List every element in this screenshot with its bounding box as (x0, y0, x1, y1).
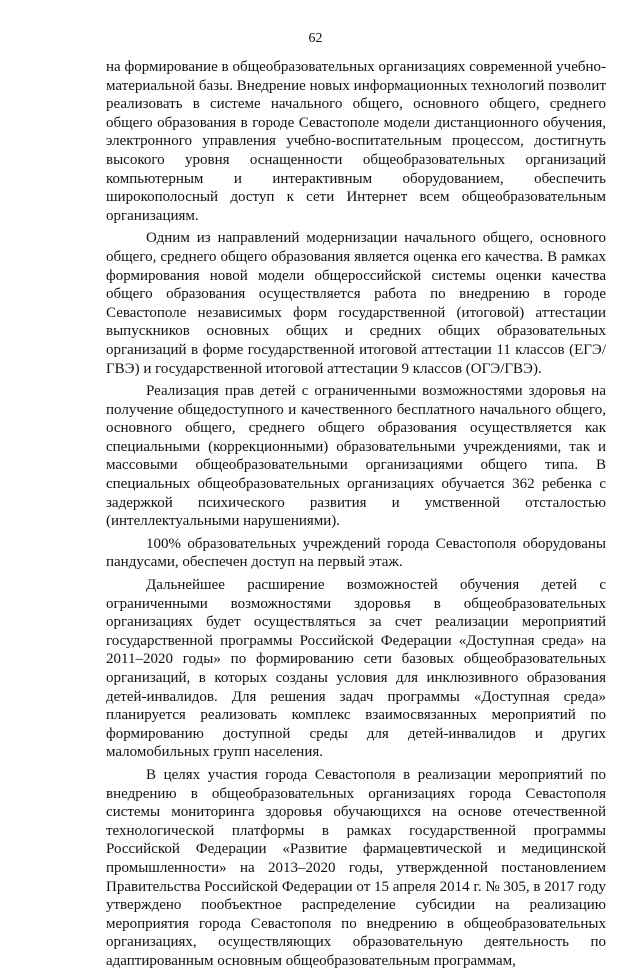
paragraph: на формирование в общеобразовательных организациях современной учебно-материальной базы. Внедрение новых информационных технологий позволит реализовать в системе начального общего, основного общего, среднего общего образования в городе Севастополе модели дистанционного обучения, электронного управления учебно-воспитательным процессом, достигнуть высокого уровня оснащенности общеобразовательных организаций компьютерным и интерактивным оборудованием, обеспечить широкополосный доступ к сети Интернет всем общеобразовательным организациям. (106, 59, 606, 224)
page-body (106, 58, 606, 975)
paragraph: Реализация прав детей с ограниченными возможностями здоровья на получение общедоступного и качественного бесплатного начального общего, основного общего, среднего общего образования осуществляется как специальными (коррекционными) образовательными учреждениями, так и массовыми общеобразовательными организациями общего типа. В специальных общеобразовательных организациях обучается 362 ребенка с задержкой психического развития и умственной отсталостью (интеллектуальными нарушениями). (106, 383, 606, 530)
paragraph: Дальнейшее расширение возможностей обучения детей с ограниченными возможностями здоровья в общеобразовательных организациях будет осуществляться за счет реализации мероприятий государственной программы Российской Федерации «Доступная среда» на 2011–2020 годы» по формированию сети базовых общеобразовательных организаций, в которых созданы условия для инклюзивного образования детей-инвалидов. Для решения задач программы «Доступная среда» планируется реализовать комплекс взаимосвязанных мероприятий по формированию доступной среды для детей-инвалидов и других маломобильных групп населения. (106, 577, 606, 761)
page-number: 62 (308, 31, 323, 46)
paragraph: 100% образовательных учреждений города Севастополя оборудованы пандусами, обеспечен доступ на первый этаж. (106, 535, 606, 571)
paragraph: Одним из направлений модернизации начального общего, основного общего, среднего общего образования является оценка его качества. В рамках формирования новой модели общероссийской системы оценки качества общего образования осуществляется работа по внедрению в городе Севастополе независимых форм государственной (итоговой) аттестации выпускников основных общих и средних общих образовательных организаций в форме государственной итоговой аттестации 11 классов (ЕГЭ/ГВЭ) и государственной итоговой аттестации 9 классов (ОГЭ/ГВЭ). (106, 230, 606, 377)
paragraph: В целях участия города Севастополя в реализации мероприятий по внедрению в общеобразовательных организациях города Севастополя системы мониторинга здоровья обучающихся на основе отечественной технологической платформы в рамках государственной программы Российской Федерации «Развитие фармацевтической и медицинской промышленности» на 2013–2020 годы, утвержденной постановлением Правительства Российской Федерации от 15 апреля 2014 г. № 305, в 2017 году утверждено пообъектное распределение субсидии на реализацию мероприятия города Севастополя по внедрению в общеобразовательных организациях, осуществляющих образовательную деятельность по адаптированным основным общеобразовательным программам, (106, 766, 606, 969)
